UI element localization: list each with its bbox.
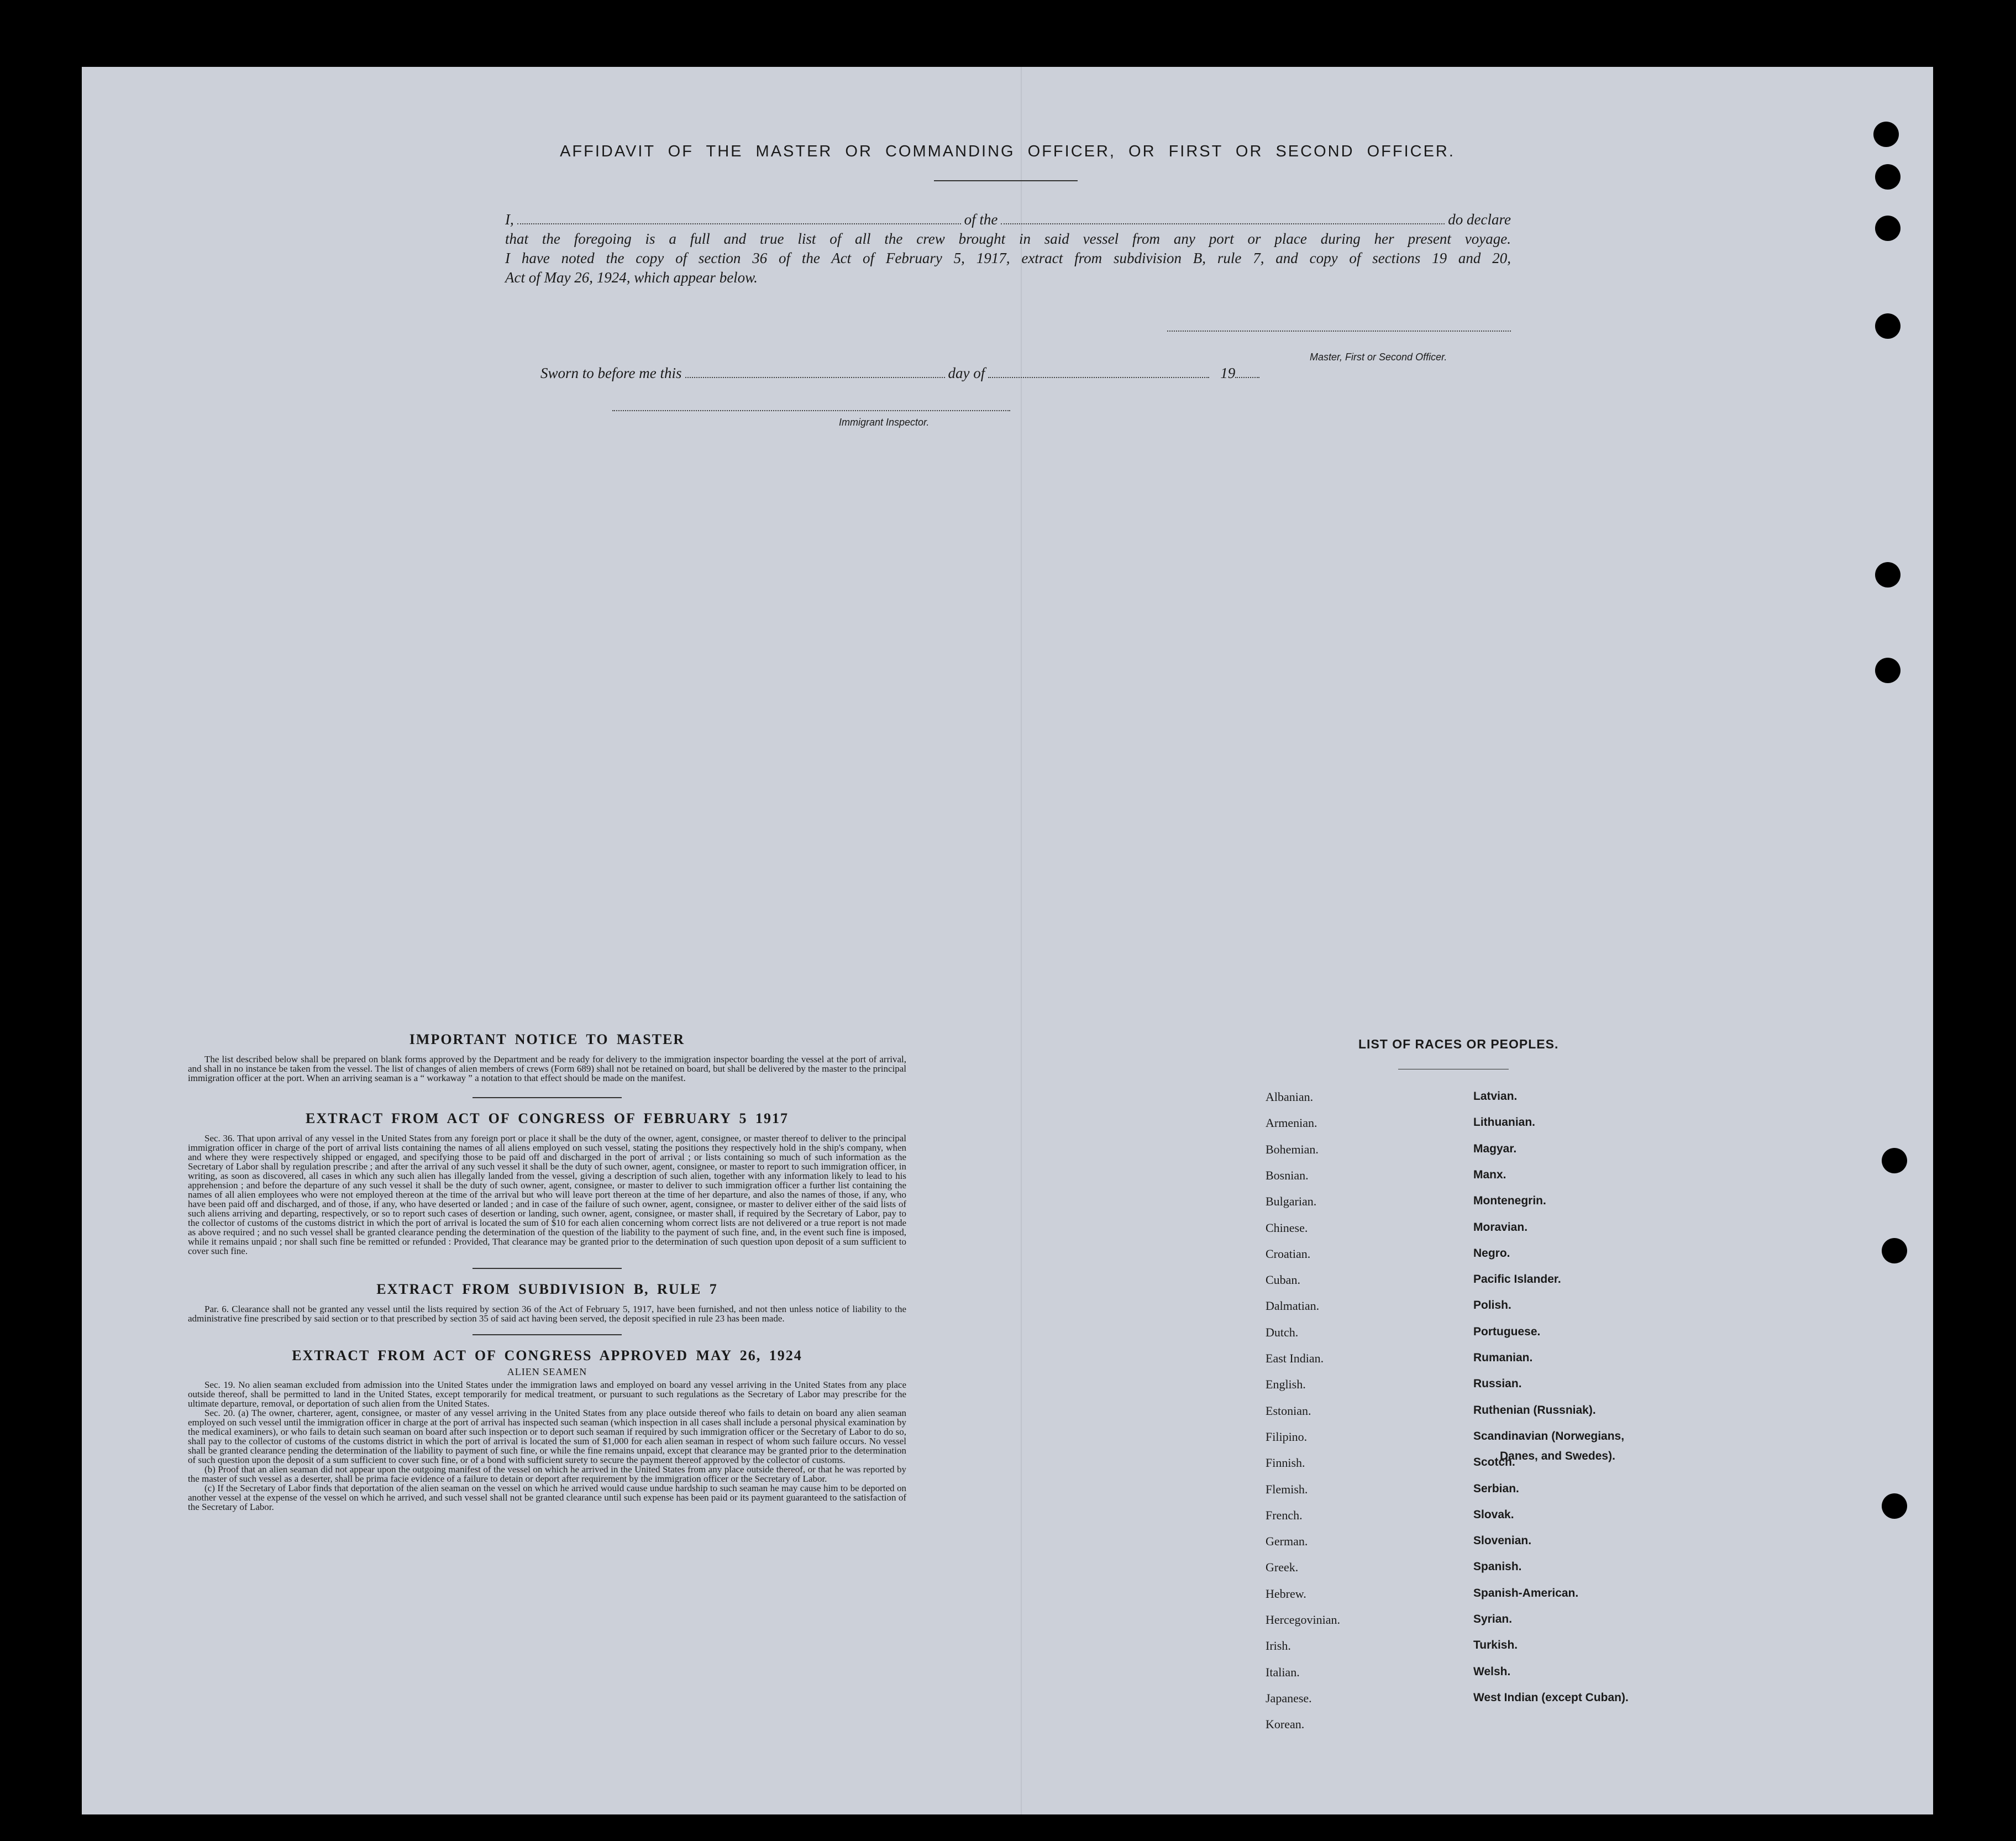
race-item: Lithuanian. [1473, 1116, 1535, 1129]
race-item: Flemish. [1266, 1482, 1308, 1496]
punch-hole [1875, 216, 1901, 241]
notice-paragraph: The list described below shall be prepared on blank forms approved by the Department and be ready for delivery to the immigration inspector boarding the vessel at the port of arrival, and shall in no instance be taken from the vessel. The list of changes of alien members of crews (Form 689) shall not be retained on board, but shall be delivered by the master to the principal immigration officer at the port. When an arriving seaman is a “ workaway ” a notation to that effect should be made on the manifest. [188, 1054, 906, 1083]
race-item: Korean. [1266, 1717, 1305, 1732]
race-item: Finnish. [1266, 1456, 1305, 1470]
race-item: Armenian. [1266, 1116, 1317, 1130]
races-title: LIST OF RACES OR PEOPLES. [1358, 1037, 1559, 1051]
race-item: Bosnian. [1266, 1168, 1309, 1182]
extract2-text [188, 1304, 906, 1323]
race-item: Pacific Islander. [1473, 1273, 1561, 1286]
page-fold [1021, 67, 1022, 1814]
punch-hole [1882, 1238, 1907, 1263]
race-item: Scandinavian (Norwegians, [1473, 1429, 1625, 1443]
race-item: German. [1266, 1534, 1308, 1549]
race-item: Syrian. [1473, 1613, 1513, 1625]
decl-line-2: that the foregoing is a full and true list of all the crew brought in said vessel from any port or place during her present voyage. [505, 230, 1511, 247]
race-item: Welsh. [1473, 1665, 1511, 1678]
notices-column [188, 1031, 906, 1512]
sworn-month-field[interactable] [988, 377, 1209, 378]
race-item: Manx. [1473, 1168, 1506, 1181]
title-rule [934, 180, 1078, 181]
race-item: Cuban. [1266, 1273, 1300, 1287]
race-item: Estonian. [1266, 1403, 1311, 1418]
race-item: Hercegovinian. [1266, 1613, 1340, 1627]
race-item: Filipino. [1266, 1429, 1308, 1444]
master-signature-label: Master, First or Second Officer. [1310, 352, 1447, 363]
document-sheet [82, 67, 1933, 1814]
extract2-title: EXTRACT FROM SUBDIVISION B, RULE 7 [376, 1281, 718, 1297]
section-rule [473, 1334, 622, 1335]
inspector-signature-line[interactable] [612, 410, 1010, 411]
inspector-label: Immigrant Inspector. [839, 417, 930, 428]
race-item: Polish. [1473, 1299, 1511, 1312]
extract3-title: EXTRACT FROM ACT OF CONGRESS APPROVED MAY 26, 1924 [292, 1347, 802, 1363]
punch-hole [1882, 1493, 1907, 1519]
decl-line-3: I have noted the copy of section 36 of the Act of February 5, 1917, extract from subdivision B, rule 7, and copy of sections 19 and 20, [505, 250, 1511, 266]
race-item: Croatian. [1266, 1246, 1311, 1261]
race-item: Slovenian. [1473, 1534, 1532, 1548]
race-item: Dalmatian. [1266, 1299, 1320, 1313]
extract3-subtitle: ALIEN SEAMEN [507, 1366, 587, 1377]
race-item: Chinese. [1266, 1220, 1308, 1235]
race-item: Moravian. [1473, 1220, 1528, 1234]
affidavit-title: AFFIDAVIT OF THE MASTER OR COMMANDING OFFICER, OR FIRST OR SECOND OFFICER. [560, 143, 1455, 160]
race-item: Negro. [1473, 1246, 1510, 1260]
race-item: Russian. [1473, 1377, 1522, 1391]
race-item: Danes, and Swedes). [1500, 1449, 1615, 1462]
punch-hole [1875, 658, 1901, 683]
race-item: Slovak. [1473, 1508, 1514, 1521]
extract1-paragraph: Sec. 36. That upon arrival of any vessel in the United States from any foreign port or place it shall be the duty of the owner, agent, consignee, or master thereof to deliver to the principal immigration officer in charge of the port of arrival lists containing the names of all aliens employed on such vessel, stating the positions they respectively hold in the ship's company, when and where they were respectively shipped or engaged, and specifying those to be paid off and discharged in the port of arrival ; or lists containing so much of such information as the Secretary of Labor shall by regulation prescribe ; and after the arrival of any such vessel it shall be the duty of such owner, agent, consignee, or master to report to such immigration officer, in writing, as soon as discovered, all cases in which any such alien has illegally landed from the vessel, giving a description of such alien, together with any information likely to lead to his apprehension ; and before the departure of any such vessel it shall be the duty of such owner, agent, consignee, or master to deliver to such immigration officer a further list containing the names of all alien employees who were not employed thereon at the time of the arrival but who will leave port thereon at the time of her departure, and also the names of those, if any, who have been paid off and discharged, and of those, if any, who have deserted or landed ; and in case of the failure of such owner, agent, consignee, or master to deliver either of the said lists of such aliens arriving and departing, respectively, or so to report such cases of desertion or landing, such owner, agent, consignee, or master shall, if required by the Secretary of Labor, pay to the collector of customs of the customs district in which the port of arrival is located the sum of $10 for each alien concerning whom correct lists are not delivered or a true report is not made as above required ; and no such vessel shall be granted clearance pending the determination of the question of the liability to the payment of such fine, and, in the event such fine is imposed, while it remains unpaid ; nor shall such fine be remitted or refunded : Provided, That clearance may be granted prior to the determination of such question upon deposit of a sum sufficient to cover such fine. [188, 1133, 906, 1256]
extract3-sec20c: (c) If the Secretary of Labor finds that deportation of the alien seaman on the vessel on which he arrived would cause undue hardship to such seaman he may cause him to be deported on another vessel at the expense of the vessel on which he arrived, and such vessel shall not be granted clearance until such expense has been paid or its payment guaranteed to the satisfaction of the Secretary of Labor. [188, 1483, 906, 1512]
master-signature-line[interactable] [1167, 331, 1511, 332]
race-item: Ruthenian (Russniak). [1473, 1403, 1596, 1417]
vessel-field[interactable] [1001, 223, 1445, 224]
notice-text [188, 1055, 906, 1083]
race-item: Montenegrin. [1473, 1194, 1546, 1208]
section-rule [473, 1097, 622, 1098]
extract3-text [188, 1380, 906, 1512]
decl-prefix: I, [505, 211, 514, 228]
declaration-text [505, 210, 1511, 287]
extract1-title: EXTRACT FROM ACT OF CONGRESS OF FEBRUARY 5 1917 [306, 1110, 789, 1126]
race-item: East Indian. [1266, 1351, 1324, 1365]
punch-hole [1882, 1148, 1907, 1173]
sworn-day-of: day of [948, 365, 985, 381]
race-item: Portuguese. [1473, 1325, 1541, 1338]
extract3-sec20a: Sec. 20. (a) The owner, charterer, agent, consignee, or master of any vessel arriving in the United States from any place outside thereof who fails to detain on board any alien seaman employed on such vessel until the immigration officer in charge at the port of arrival has inspected such seaman (which inspection in all cases shall include a personal physical examination by the medical examiners), or who fails to detain such seaman on board after such inspection or to deport such seaman if required by such immigration officer or the Secretary of Labor to do so, shall pay to the collector of customs of the customs district in which the port of arrival is located the sum of $1,000 for each alien seaman in respect of whom such failure occurs. No vessel shall be granted clearance pending the determination of the liability to payment of such fine, or while the fine remains unpaid, except that clearance may be granted prior to the determination of such question upon the deposit of a sum sufficient to cover such fine, or of a bond with sufficient surety to secure the payment thereof approved by the collector of customs. [188, 1408, 906, 1465]
race-item: Albanian. [1266, 1090, 1314, 1104]
race-item: Japanese. [1266, 1691, 1312, 1705]
race-item: Bulgarian. [1266, 1194, 1317, 1209]
race-item: French. [1266, 1508, 1303, 1522]
sworn-day-field[interactable] [685, 377, 945, 378]
extract1-text [188, 1134, 906, 1256]
punch-hole [1875, 562, 1901, 588]
decl-line-4: Act of May 26, 1924, which appear below. [505, 269, 758, 286]
race-item: Magyar. [1473, 1142, 1517, 1155]
race-item: Rumanian. [1473, 1351, 1533, 1364]
punch-hole [1875, 164, 1901, 190]
extract3-sec19: Sec. 19. No alien seaman excluded from admission into the United States under the immigration laws and employed on board any vessel arriving in the United States from any place outside thereof, shall be permitted to land in the United States, except temporarily for medical treatment, or pursuant to such regulations as the Secretary of Labor may prescribe for the ultimate departure, removal, or deportation of such alien from the United States. [188, 1380, 906, 1409]
race-item: West Indian (except Cuban). [1473, 1691, 1629, 1704]
name-field[interactable] [517, 223, 961, 224]
extract3-sec20b: (b) Proof that an alien seaman did not appear upon the outgoing manifest of the vessel on which he arrived in the United States from any place outside thereof, or that he was reported by the master of such vessel as a deserter, shall be prima facie evidence of a failure to detain or deport after requirement by the immigration officer or the Secretary of Labor. [188, 1464, 906, 1484]
sworn-year-prefix: 19 [1220, 365, 1236, 381]
sworn-year-field[interactable] [1235, 377, 1259, 378]
race-item: Italian. [1266, 1665, 1300, 1679]
extract2-paragraph: Par. 6. Clearance shall not be granted any vessel until the lists required by section 36 of the Act of February 5, 1917, have been furnished, and not then unless notice of liability to the administrative fine prescribed by said section or to that prescribed by section 35 of said act having been served, the deposit specified in rule 23 has been made. [188, 1304, 906, 1324]
race-item: Scotch. [1473, 1456, 1515, 1469]
decl-suffix: do declare [1448, 211, 1511, 228]
race-item: Hebrew. [1266, 1586, 1306, 1601]
race-item: Serbian. [1473, 1482, 1519, 1495]
race-item: Turkish. [1473, 1639, 1518, 1652]
race-item: Greek. [1266, 1560, 1299, 1575]
sworn-line [540, 365, 1309, 382]
decl-of-the: of the [964, 211, 998, 228]
race-item: Bohemian. [1266, 1142, 1319, 1156]
race-item: Spanish. [1473, 1560, 1522, 1573]
section-rule [473, 1268, 622, 1269]
race-item: English. [1266, 1377, 1306, 1392]
race-item: Spanish-American. [1473, 1586, 1579, 1599]
sworn-prefix: Sworn to before me this [540, 365, 682, 381]
race-item: Irish. [1266, 1639, 1291, 1653]
race-item: Latvian. [1473, 1090, 1518, 1103]
notice-title: IMPORTANT NOTICE TO MASTER [409, 1031, 685, 1047]
punch-hole [1875, 313, 1901, 339]
race-item: Dutch. [1266, 1325, 1299, 1339]
